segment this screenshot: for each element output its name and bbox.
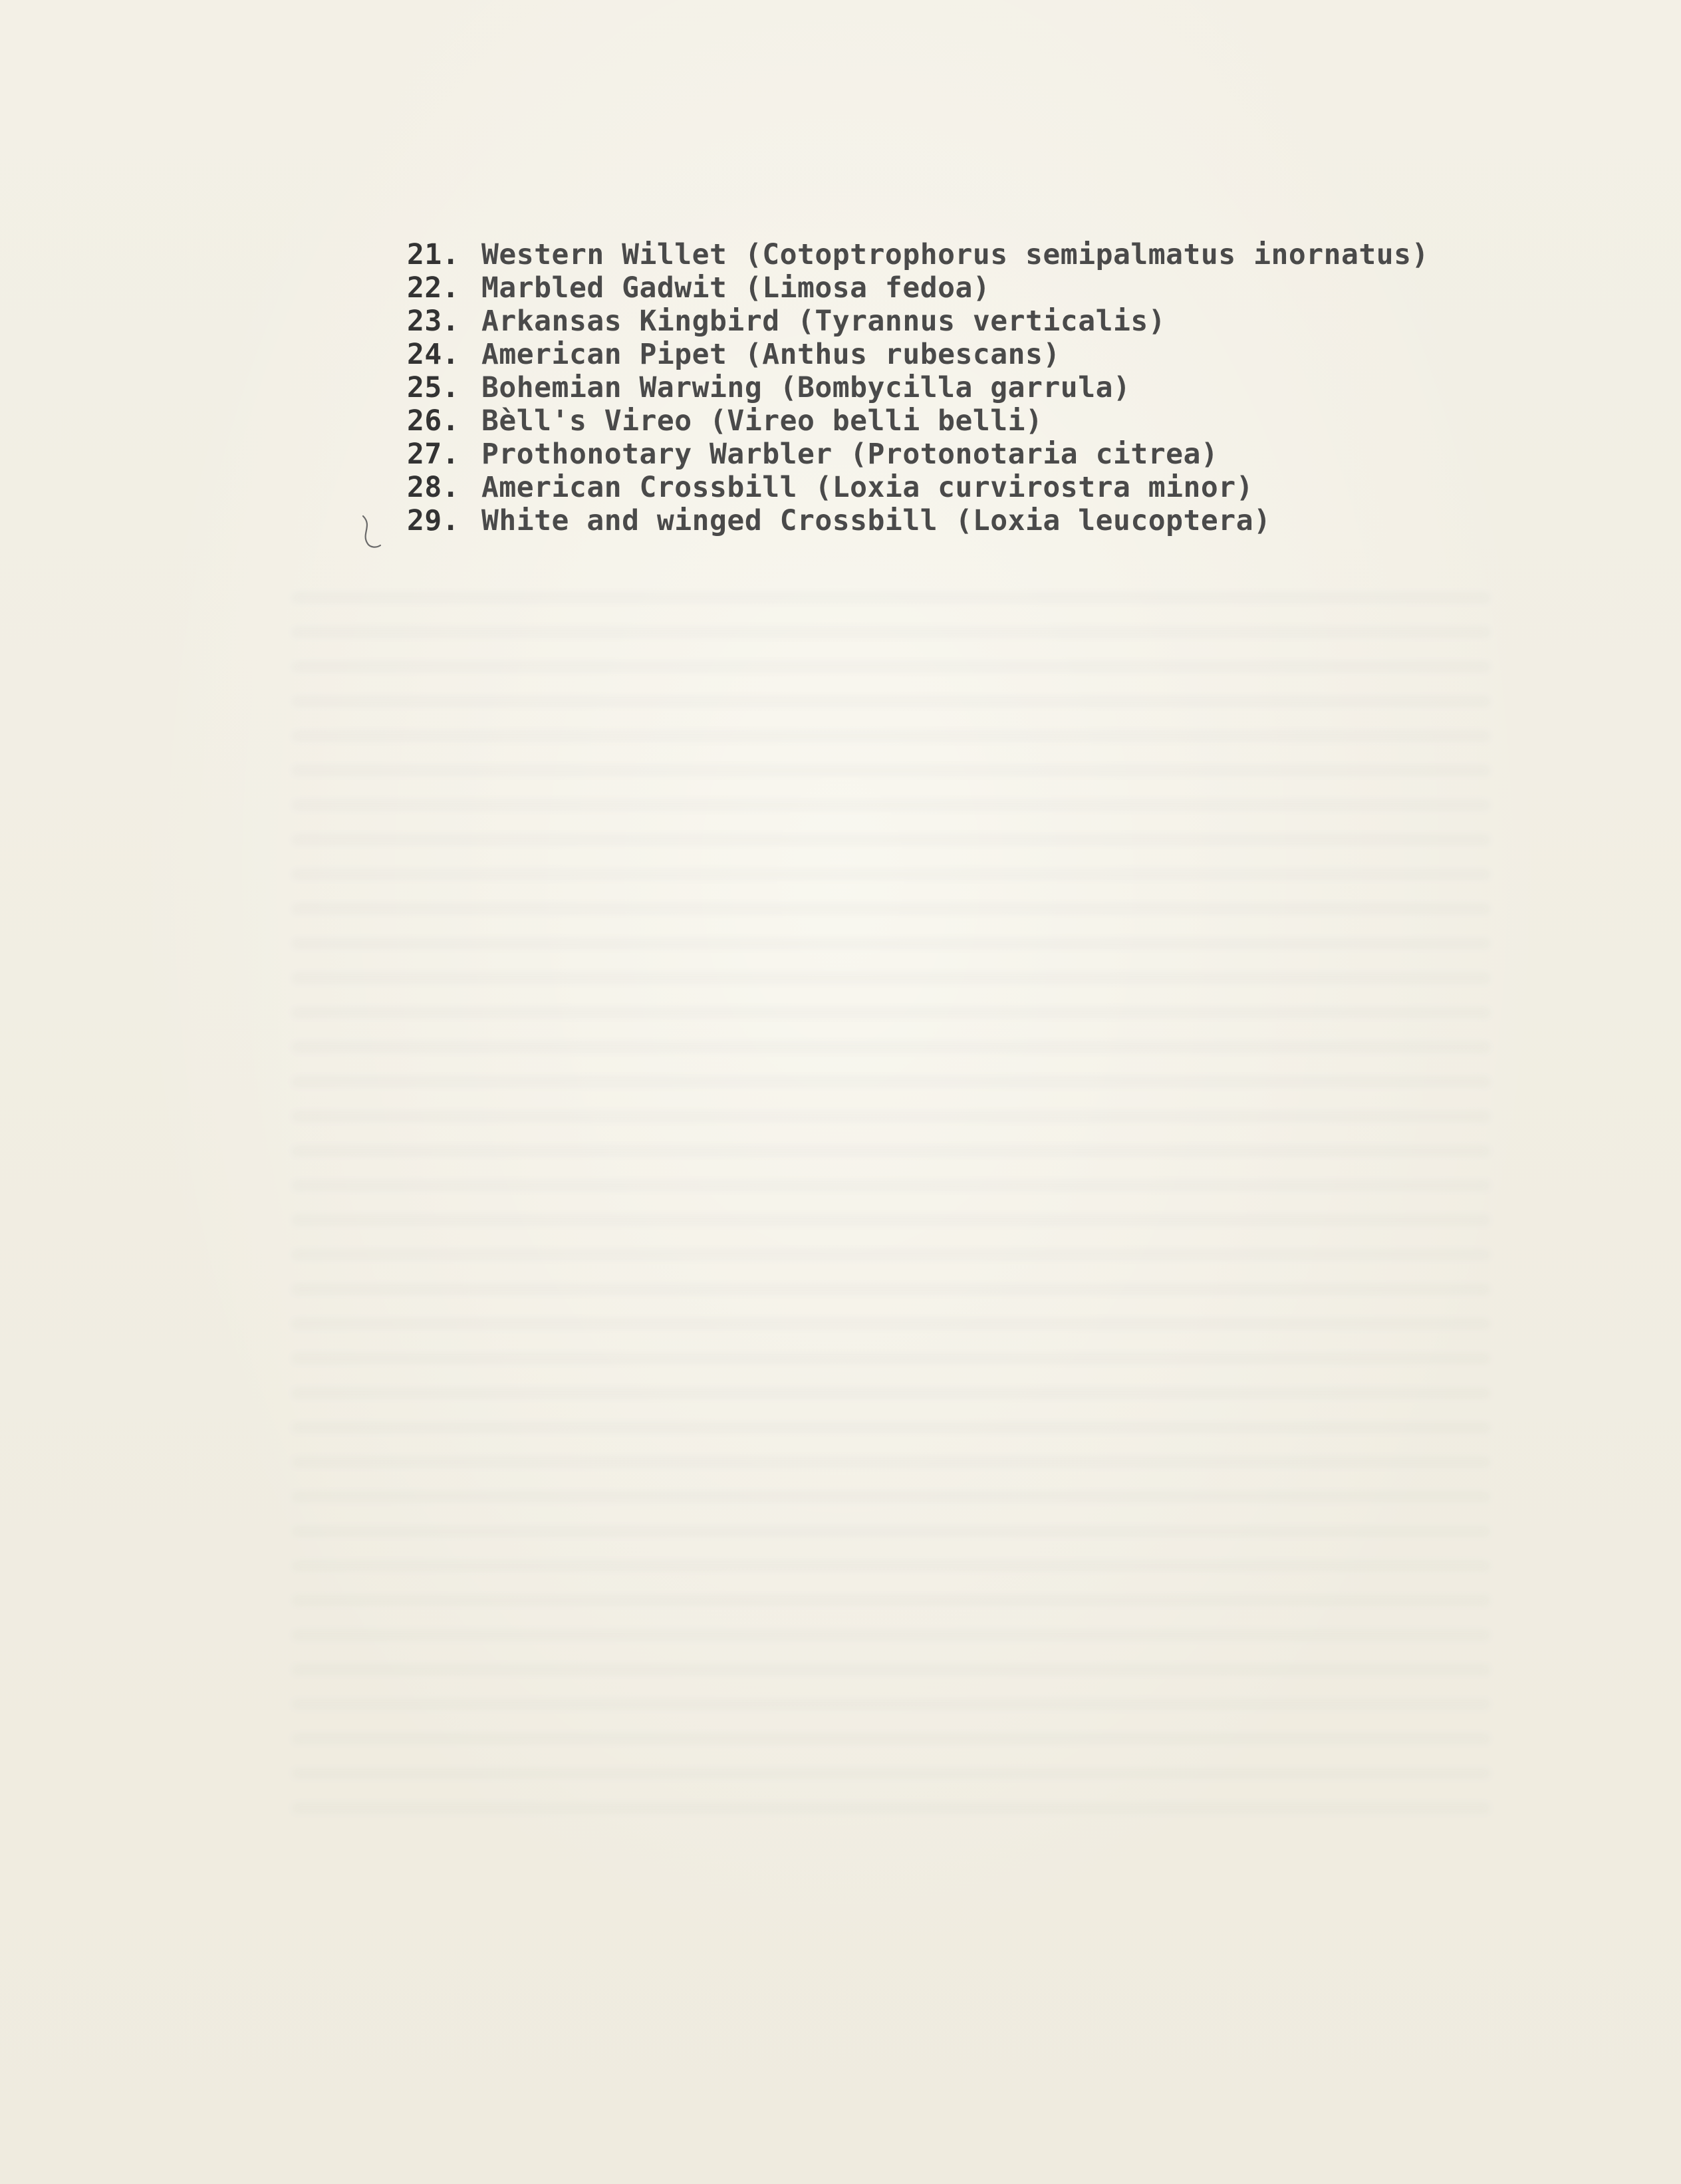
list-item (407, 238, 1429, 271)
item-text: Bohemian Warwing (Bombycilla garrula) (481, 371, 1131, 404)
item-text: Arkansas Kingbird (Tyrannus verticalis) (481, 305, 1166, 338)
list-item (407, 471, 1429, 504)
item-text: American Pipet (Anthus rubescans) (481, 338, 1061, 371)
show-through-texture (293, 572, 1489, 1836)
item-number: 21. (407, 238, 460, 271)
item-number: 26. (407, 404, 460, 438)
list-item (407, 338, 1429, 371)
item-text: American Crossbill (Loxia curvirostra minor) (481, 471, 1254, 504)
item-number: 29. (407, 504, 460, 537)
item-text: Bèll's Vireo (Vireo belli belli) (481, 404, 1043, 438)
item-number: 27. (407, 438, 460, 471)
item-number: 24. (407, 338, 460, 371)
list-item (407, 305, 1429, 338)
item-number: 28. (407, 471, 460, 504)
item-text: Western Willet (Cotoptrophorus semipalmatus inornatus) (481, 238, 1429, 271)
list-item (407, 404, 1429, 438)
item-number: 25. (407, 371, 460, 404)
item-text: Prothonotary Warbler (Protonotaria citrea) (481, 438, 1219, 471)
item-number: 23. (407, 305, 460, 338)
pencil-mark-icon (358, 513, 384, 553)
list-item (407, 271, 1429, 305)
list-item (407, 371, 1429, 404)
bird-list (407, 238, 1429, 537)
list-item (407, 504, 1429, 537)
item-text: White and winged Crossbill (Loxia leucoptera) (481, 504, 1271, 537)
list-item (407, 438, 1429, 471)
item-text: Marbled Gadwit (Limosa fedoa) (481, 271, 991, 305)
item-number: 22. (407, 271, 460, 305)
